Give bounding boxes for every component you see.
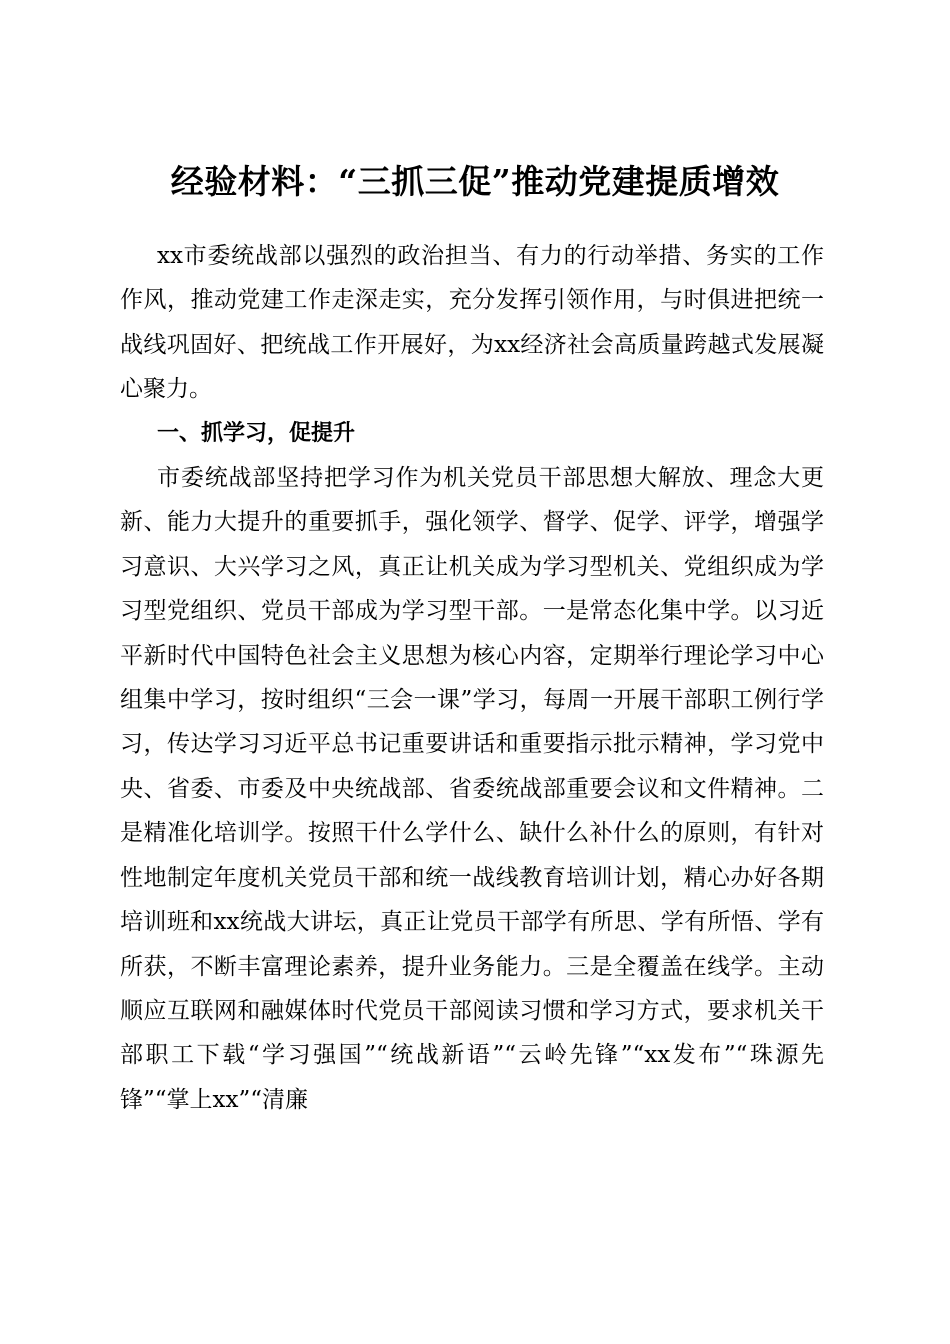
section-heading: 一、抓学习，促提升 bbox=[157, 420, 356, 446]
document-title: 经验材料：“三抓三促”推动党建提质增效 bbox=[170, 162, 780, 202]
section-paragraph: 市委统战部坚持把学习作为机关党员干部思想大解放、理念大更新、能力大提升的重要抓手，强化领学、督学、促学、评学，增强学习意识、大兴学习之风，真正让机关成为学习型机关、党组织成为学习型党组织、党员干部成为学习型干部。一是常态化集中学。以习近平新时代中国特色社会主义思想为核心内容，定期举行理论学习中心组集中学习，按时组织“三会一课”学习，每周一开展干部职工例行学习，传达学习习近平总书记重要讲话和重要指示批示精神，学习党中央、省委、市委及中央统战部、省委统战部重要会议和文件精神。二是精准化培训学。按照干什么学什么、缺什么补什么的原则，有针对性地制定年度机关党员干部和统一战线教育培训计划，精心办好各期培训班和xx统战大讲坛，真正让党员干部学有所思、学有所悟、学有所获，不断丰富理论素养，提升业务能力。三是全覆盖在线学。主动顺应互联网和融媒体时代党员干部阅读习惯和学习方式，要求机关干部职工下载“学习强国”“统战新语”“云岭先锋”“xx发布”“珠源先锋”“掌上xx”“清廉 bbox=[120, 465, 824, 1113]
intro-paragraph: xx市委统战部以强烈的政治担当、有力的行动举措、务实的工作作风，推动党建工作走深走实，充分发挥引领作用，与时俱进把统一战线巩固好、把统战工作开展好，为xx经济社会高质量跨越式发展凝心聚力。 bbox=[120, 243, 824, 403]
document-body bbox=[120, 234, 824, 1122]
